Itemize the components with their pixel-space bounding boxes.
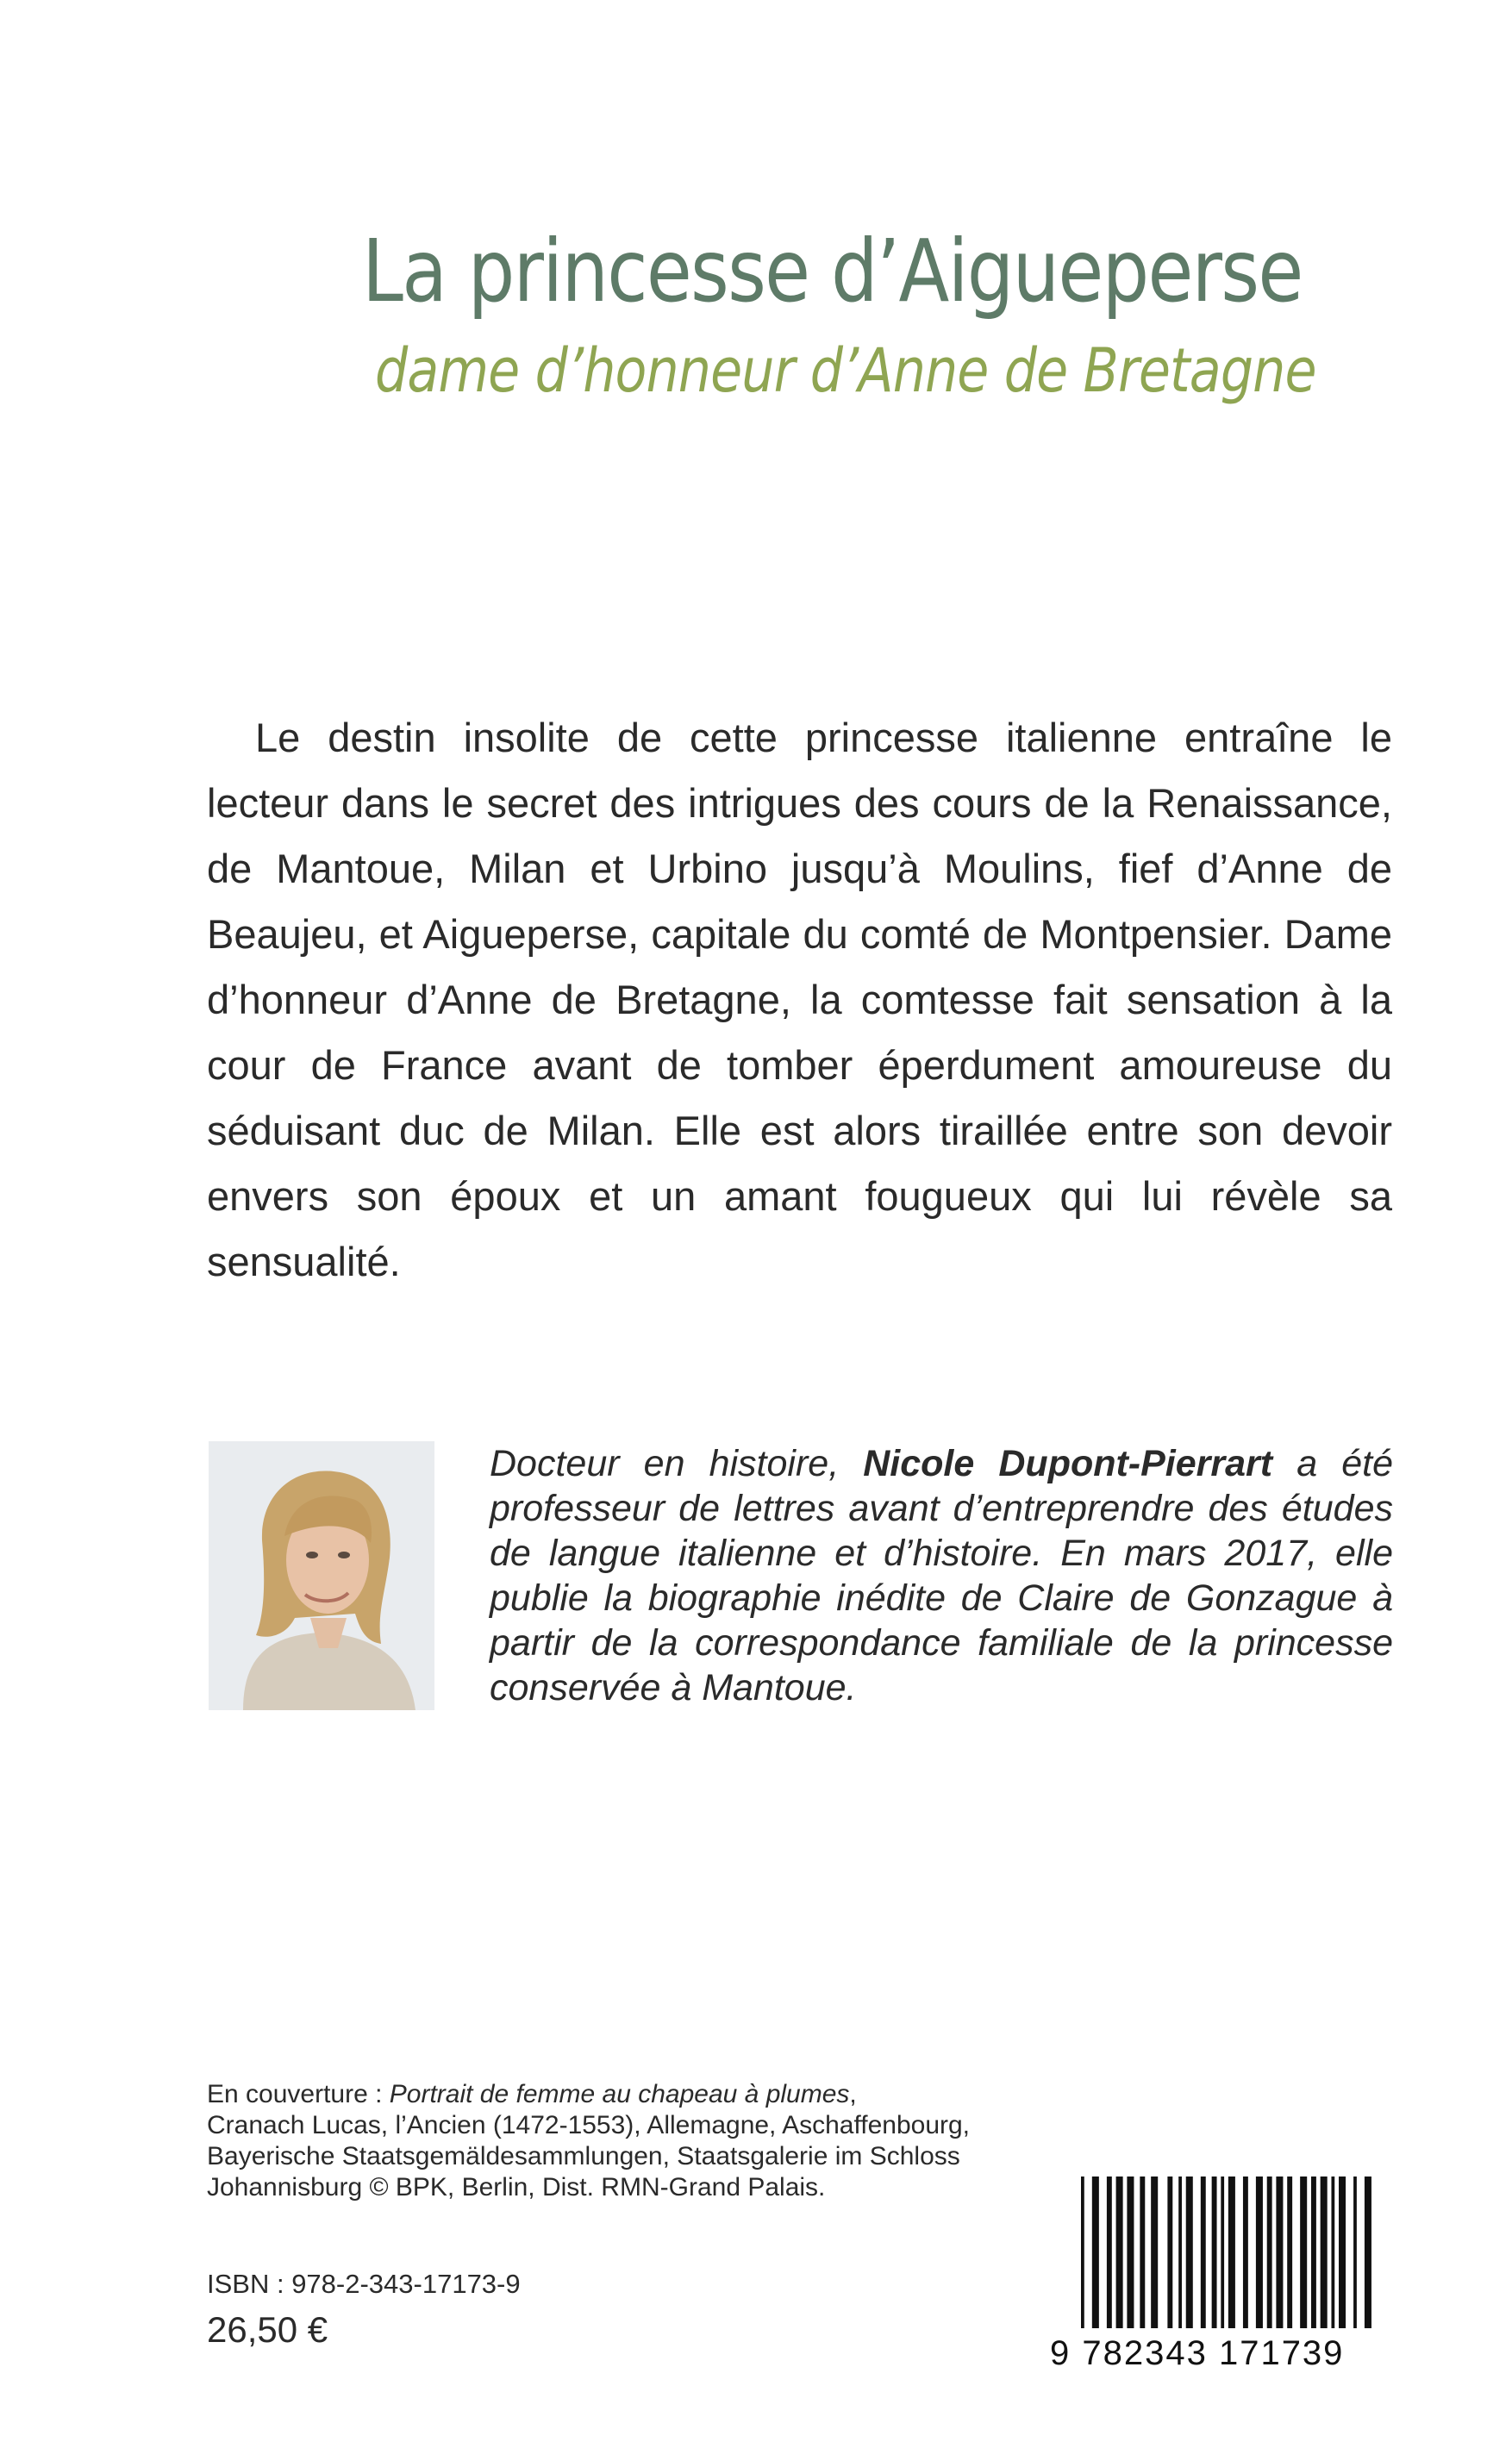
barcode-bar (1212, 2177, 1217, 2328)
barcode-bars (1081, 2177, 1379, 2328)
barcode-bar (1151, 2177, 1158, 2328)
book-title: La princesse d’Aigueperse (362, 221, 1303, 322)
barcode-bar (1339, 2177, 1346, 2328)
barcode-bar (1201, 2177, 1206, 2328)
credits-details: Cranach Lucas, l’Ancien (1472-1553), Allemagne, Aschaffenbourg, Bayerische Staatsgemäldesammlungen, Staatsgalerie im Schloss Johannisburg © BPK, Berlin, Dist. RMN-Grand Palais. (207, 2111, 971, 2202)
author-bio-text: a été professeur de lettres avant d’entreprendre des études de langue italienne et d’histoire. En mars 2017, elle publie la biographie inédite de Claire de Gonzague à partir de la correspondance familiale de la princesse conservée à Mantoue. (490, 1443, 1393, 1708)
summary-paragraph: Le destin insolite de cette princesse italienne entraîne le lecteur dans le secret des intrigues des cours de la Renaissance, de Mantoue, Milan et Urbino jusqu’à Moulins, fief d’Anne de Beaujeu, et Aigueperse, capitale du comté de Montpensier. Dame d’honneur d’Anne de Bretagne, la comtesse fait sensation à la cour de France avant de tomber éperdument amoureuse du séduisant duc de Milan. Elle est alors tiraillée entre son devoir envers son époux et un amant fougueux qui lui révèle sa sensualité. (207, 715, 1392, 1284)
credits-comma: , (849, 2080, 857, 2108)
price: 26,50 € (207, 2309, 328, 2350)
author-photo (209, 1441, 434, 1710)
barcode-bar (1107, 2177, 1112, 2328)
barcode-bar (1311, 2177, 1316, 2328)
isbn: ISBN : 978-2-343-17173-9 (207, 2269, 521, 2299)
barcode-bar (1267, 2177, 1272, 2328)
barcode-bar (1276, 2177, 1283, 2328)
barcode-bar (1140, 2177, 1145, 2328)
barcode-bar (1116, 2177, 1123, 2328)
barcode-bar (1365, 2177, 1371, 2328)
barcode-bar (1186, 2177, 1193, 2328)
credits-prefix: En couverture : (207, 2080, 390, 2108)
barcode-bar (1081, 2177, 1084, 2328)
barcode-bar (1353, 2177, 1357, 2328)
author-bio (490, 1441, 1393, 1710)
barcode-bar (1221, 2177, 1224, 2328)
barcode-bar (1331, 2177, 1334, 2328)
author-name: Nicole Dupont-Pierrart (863, 1443, 1273, 1484)
barcode-bar (1178, 2177, 1182, 2328)
cover-credits (207, 2079, 1034, 2203)
barcode-bar (1243, 2177, 1248, 2328)
barcode (1050, 2177, 1383, 2373)
back-cover-summary (207, 705, 1392, 1295)
credits-work-title: Portrait de femme au chapeau à plumes (389, 2080, 850, 2108)
author-bio-intro: Docteur en histoire, (490, 1443, 864, 1484)
barcode-bar (1127, 2177, 1134, 2328)
barcode-bar (1287, 2177, 1292, 2328)
barcode-bar (1256, 2177, 1263, 2328)
book-subtitle: dame d’honneur d’Anne de Bretagne (375, 335, 1316, 406)
barcode-bar (1228, 2177, 1235, 2328)
barcode-bar (1300, 2177, 1307, 2328)
barcode-digits: 9 782343 171739 (1050, 2334, 1345, 2372)
barcode-bar (1321, 2177, 1328, 2328)
barcode-bar (1092, 2177, 1099, 2328)
barcode-bar (1167, 2177, 1172, 2328)
